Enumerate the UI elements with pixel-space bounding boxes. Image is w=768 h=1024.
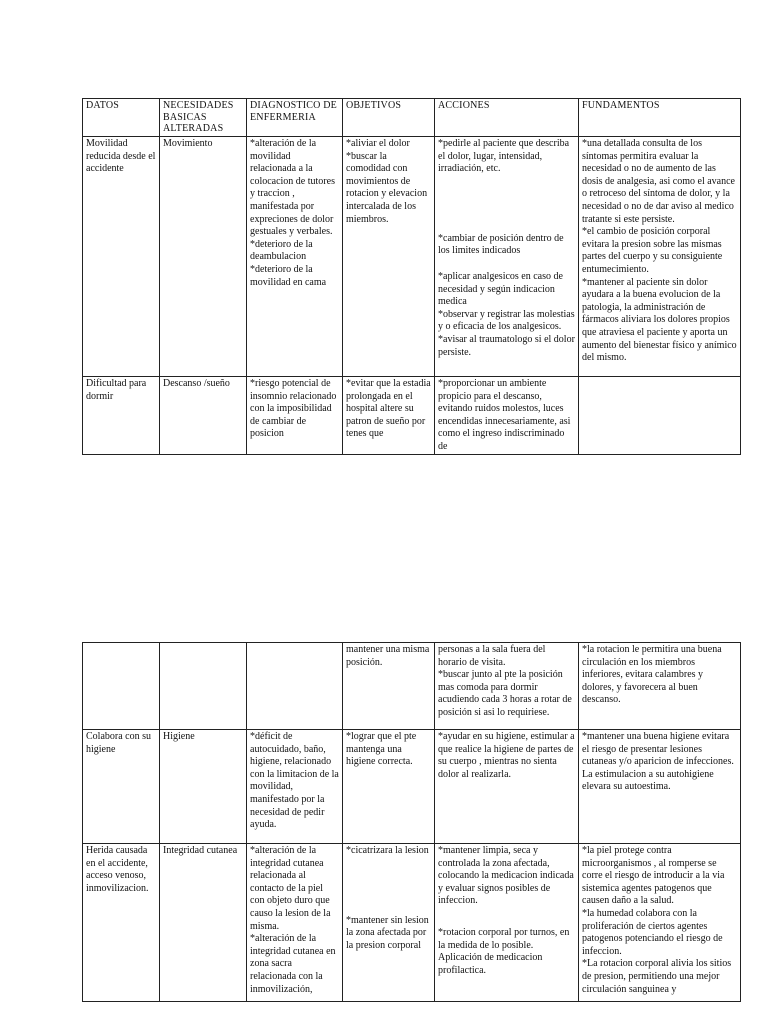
cell-necesidad	[160, 643, 247, 730]
table-row	[83, 377, 741, 455]
cell-text: *la piel protege contra microorganismos , al romperse se corre el riesgo de introducir a la via sistemica agentes patogenos que causen daño a la salud. *la humedad colabora con la proliferación de ciertos agentes patogenos potenciando el riesgo de infeccion. *La rotacion corporal alivia los sitios de presion, permitiendo una mejor circulación sanguinea y	[582, 845, 732, 995]
cell-fundamentos	[579, 643, 741, 730]
table-row	[83, 730, 741, 844]
table-header-row	[83, 99, 741, 137]
header-objetivos: OBJETIVOS	[343, 99, 435, 137]
cell-text: personas a la sala fuera del horario de visita. *buscar junto al pte la posición mas comoda para dormir acudiendo cada 3 horas a rotar de posición si asi lo requiriese.	[438, 644, 572, 718]
cell-text: *pedirle al paciente que describa el dolor, lugar, intensidad, irradiación, etc.	[438, 138, 570, 175]
table-row	[83, 137, 741, 377]
cell-text: Higiene	[163, 731, 195, 742]
cell-datos	[83, 844, 160, 1002]
cell-acciones	[435, 730, 579, 844]
cell-text: Movilidad reducida desde el accidente	[86, 138, 156, 175]
cell-objetivos	[343, 844, 435, 1002]
cell-text: Dificultad para dormir	[86, 378, 147, 402]
cell-necesidad	[160, 137, 247, 377]
cell-text: Integridad cutanea	[163, 845, 238, 856]
cell-text: *rotacion corporal por turnos, en la medida de lo posible. Aplicación de medicacion profilactica.	[438, 926, 570, 976]
cell-diagnostico	[247, 844, 343, 1002]
cell-text: *déficit de autocuidado, baño, higiene, relacionado con la limitacion de la movilidad, manifestado por la necesidad de pedir ayuda.	[250, 731, 339, 831]
cell-datos	[83, 377, 160, 455]
cell-fundamentos	[579, 730, 741, 844]
cell-text	[582, 378, 737, 454]
cell-text: *mantener limpia, seca y controlada la zona afectada, colocando la medicacion indicada y evaluar signos posibles de infeccion.	[438, 845, 574, 907]
cell-necesidad	[160, 377, 247, 455]
cell-text: *riesgo potencial de insomnio relacionado con la imposibilidad de cambiar de posicion	[250, 378, 337, 440]
cell-fundamentos	[579, 844, 741, 1002]
cell-fundamentos	[579, 137, 741, 377]
care-plan-table-top	[82, 98, 741, 455]
cell-objetivos	[343, 377, 435, 455]
cell-text: *mantener una buena higiene evitara el riesgo de presentar lesiones cutaneas y/o aparicion de infecciones. La estimulacion a su autohigiene elevara su autoestima.	[582, 731, 734, 793]
cell-diagnostico	[247, 730, 343, 844]
cell-text: Herida causada en el accidente, acceso venoso, inmovilizacion.	[86, 845, 149, 894]
table-row	[83, 643, 741, 730]
cell-datos	[83, 730, 160, 844]
header-fundamentos: FUNDAMENTOS	[579, 99, 741, 137]
cell-text: *alteración de la integridad cutanea relacionada al contacto de la piel con objeto duro que causo la lesion de la misma. *alteración de la integridad cutanea en zona sacra relacionada con la inmovilización,	[250, 845, 336, 995]
cell-text: Movimiento	[163, 138, 213, 149]
header-necesidades: NECESIDADES BASICAS ALTERADAS	[160, 99, 247, 137]
cell-objetivos	[343, 643, 435, 730]
cell-acciones	[435, 377, 579, 455]
cell-text: *la rotacion le permitira una buena circulación en los miembros inferiores, evitara calambres y dolores, y favorecera al buen descanso.	[582, 644, 722, 706]
cell-datos	[83, 643, 160, 730]
header-diagnostico: DIAGNOSTICO DE ENFERMERIA	[247, 99, 343, 137]
table-row	[83, 844, 741, 1002]
cell-diagnostico	[247, 643, 343, 730]
cell-text: *una detallada consulta de los síntomas permitira evaluar la necesidad o no de aumento de las dosis de analgesia, asi como el avance o retroceso del síntoma de dolor, y la necesidad o no de dar aviso al medico tratante si este persiste. *el cambio de posición corporal evitara la presion sobre las mismas partes del cuerpo y su consiguiente entumecimiento. *mantener al paciente sin dolor ayudara a la buena evolucion de la patologia, la administración de fármacos aliviara los dolores propios que atraviesa el paciente y aporta un aumento del bienestar físico y anímico del mismo.	[582, 138, 737, 364]
cell-acciones	[435, 643, 579, 730]
cell-acciones	[435, 844, 579, 1002]
cell-text: Descanso /sueño	[163, 378, 230, 389]
cell-datos	[83, 137, 160, 377]
cell-fundamentos	[579, 377, 741, 455]
cell-text: *cicatrizara la lesion	[346, 845, 429, 856]
header-acciones: ACCIONES	[435, 99, 579, 137]
cell-objetivos	[343, 730, 435, 844]
cell-text: *alteración de la movilidad relacionada a la colocacion de tutores y traccion , manifestada por expreciones de dolor gestuales y verbales. *deterioro de la deambulacion *deterioro de la movilidad en cama	[250, 138, 335, 288]
cell-acciones	[435, 137, 579, 377]
care-plan-table-bottom	[82, 642, 741, 1002]
cell-text: Colabora con su higiene	[86, 731, 151, 755]
cell-text: *evitar que la estadia prolongada en el hospital altere su patron de sueño por tenes que	[346, 378, 431, 440]
cell-objetivos	[343, 137, 435, 377]
header-datos: DATOS	[83, 99, 160, 137]
cell-necesidad	[160, 730, 247, 844]
cell-text: *cambiar de posición dentro de los limites indicados	[438, 232, 564, 257]
cell-diagnostico	[247, 137, 343, 377]
cell-text: *ayudar en su higiene, estimular a que realice la higiene de partes de su cuerpo , mientras no sienta dolor al realizarla.	[438, 731, 575, 780]
cell-diagnostico	[247, 377, 343, 455]
cell-text: *lograr que el pte mantenga una higiene correcta.	[346, 731, 417, 768]
cell-text: *aplicar analgesicos en caso de necesidad y según indicacion medica *observar y registrar las molestias y o eficacia de los analgesicos. *avisar al traumatologo si el dolor persiste.	[438, 270, 575, 358]
cell-text: *proporcionar un ambiente propicio para el descanso, evitando ruidos molestos, luces encendidas innecesariamente, asi como el ingreso indiscriminado de	[438, 378, 571, 452]
cell-text: mantener una misma posición.	[346, 644, 430, 668]
cell-necesidad	[160, 844, 247, 1002]
cell-text: *aliviar el dolor *buscar la comodidad con movimientos de rotacion y elevacion intercalada de los miembros.	[346, 138, 428, 225]
cell-text: *mantener sin lesion la zona afectada por la presion corporal	[346, 914, 429, 951]
